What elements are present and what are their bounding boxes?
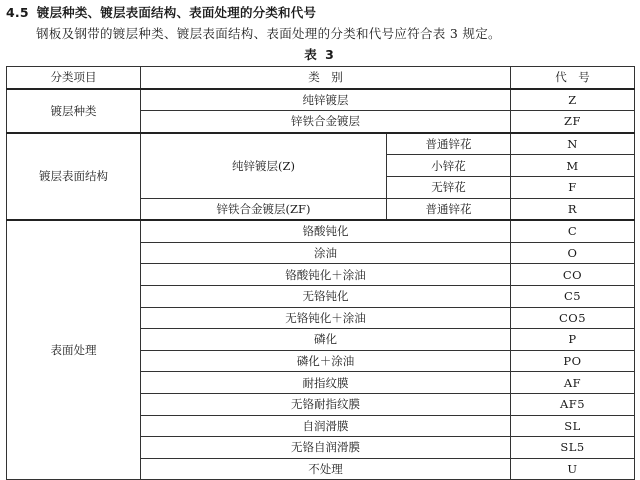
classification-table <box>6 66 635 480</box>
row-sub: 无锌花 <box>387 176 511 198</box>
row-name: 铬酸钝化 <box>141 220 511 242</box>
row-code: CO5 <box>511 307 635 329</box>
row-code: SL5 <box>511 437 635 459</box>
row-name: 无铬钝化＋涂油 <box>141 307 511 329</box>
header-code: 代 号 <box>511 67 635 89</box>
group-label-surface-structure: 镀层表面结构 <box>7 133 141 220</box>
table-row <box>7 220 635 242</box>
row-sub: 普通锌花 <box>387 198 511 220</box>
row-code: AF <box>511 372 635 394</box>
row-name: 铬酸钝化＋涂油 <box>141 264 511 286</box>
row-name: 不处理 <box>141 458 511 480</box>
row-name: 自润滑膜 <box>141 415 511 437</box>
table-row <box>7 89 635 111</box>
row-code: AF5 <box>511 393 635 415</box>
intro-paragraph: 钢板及钢带的镀层种类、镀层表面结构、表面处理的分类和代号应符合表 3 规定。 <box>36 26 501 41</box>
row-sub: 普通锌花 <box>387 133 511 155</box>
table-caption: 表 3 <box>304 47 336 62</box>
row-code: SL <box>511 415 635 437</box>
section-title: 镀层种类、镀层表面结构、表面处理的分类和代号 <box>36 5 317 20</box>
row-name: 磷化 <box>141 329 511 351</box>
row-name: 锌铁合金镀层 <box>141 111 511 133</box>
table-row <box>7 133 635 155</box>
row-code: P <box>511 329 635 351</box>
group-label-coating-type: 镀层种类 <box>7 89 141 133</box>
row-code: PO <box>511 350 635 372</box>
row-code: C5 <box>511 285 635 307</box>
row-code: C <box>511 220 635 242</box>
row-code: Z <box>511 89 635 111</box>
row-name: 耐指纹膜 <box>141 372 511 394</box>
section-heading <box>6 3 316 21</box>
group-label-surface-treatment: 表面处理 <box>7 220 141 480</box>
row-name: 涂油 <box>141 242 511 264</box>
row-name: 无铬耐指纹膜 <box>141 393 511 415</box>
row-name: 无铬钝化 <box>141 285 511 307</box>
row-code: ZF <box>511 111 635 133</box>
section-number: 4.5 <box>6 5 29 20</box>
row-code: U <box>511 458 635 480</box>
row-code: O <box>511 242 635 264</box>
row-sub: 小锌花 <box>387 155 511 177</box>
row-code: R <box>511 198 635 220</box>
row-name: 纯锌镀层 <box>141 89 511 111</box>
row-name: 无铬自润滑膜 <box>141 437 511 459</box>
header-category: 类 别 <box>141 67 511 89</box>
row-code: M <box>511 155 635 177</box>
row-name-pure-zinc: 纯锌镀层(Z) <box>141 133 387 198</box>
row-code: F <box>511 176 635 198</box>
header-category-item: 分类项目 <box>7 67 141 89</box>
row-name-zinc-iron: 锌铁合金镀层(ZF) <box>141 198 387 220</box>
row-code: N <box>511 133 635 155</box>
table-header-row <box>7 67 635 89</box>
row-name: 磷化＋涂油 <box>141 350 511 372</box>
row-code: CO <box>511 264 635 286</box>
